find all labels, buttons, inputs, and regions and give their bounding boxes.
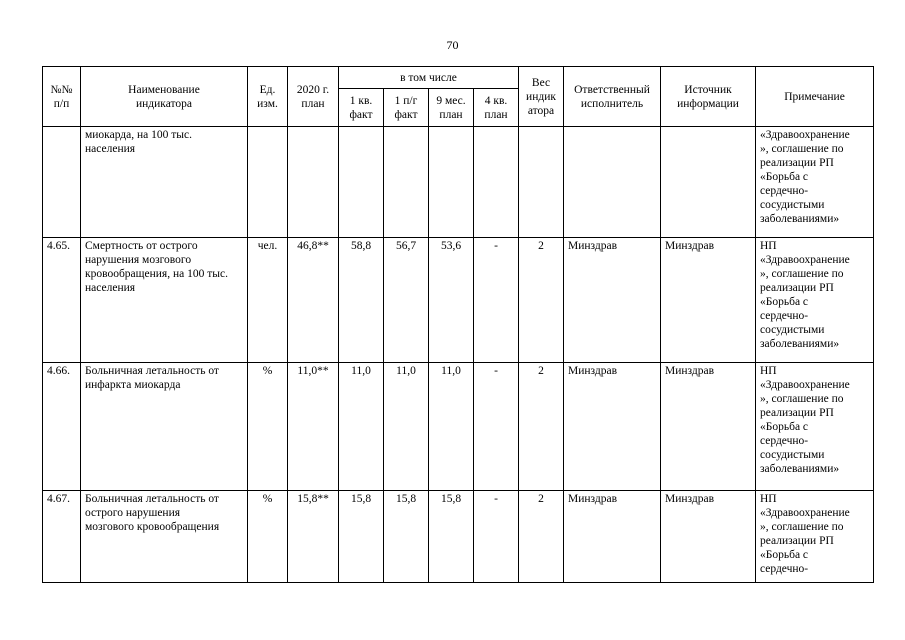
cell-name: Смертность от острого нарушения мозгового кровообращения, на 100 тыс. населения	[81, 238, 248, 363]
header-name: Наименование индикатора	[81, 67, 248, 127]
header-h1-fact: 1 п/г факт	[384, 89, 429, 127]
indicators-table	[42, 66, 874, 583]
cell-num: 4.65.	[43, 238, 81, 363]
cell-plan-2020: 15,8**	[288, 491, 339, 583]
header-num: №№ п/п	[43, 67, 81, 127]
cell-q1-fact	[339, 127, 384, 238]
cell-9m-plan: 15,8	[429, 491, 474, 583]
cell-responsible	[564, 127, 661, 238]
cell-unit: чел.	[248, 238, 288, 363]
cell-source: Минздрав	[661, 363, 756, 491]
cell-q4-plan: -	[474, 491, 519, 583]
cell-h1-fact: 11,0	[384, 363, 429, 491]
table-row	[43, 491, 874, 583]
cell-q1-fact: 11,0	[339, 363, 384, 491]
cell-h1-fact	[384, 127, 429, 238]
header-source: Источник информации	[661, 67, 756, 127]
cell-responsible: Минздрав	[564, 238, 661, 363]
cell-name: Больничная летальность от инфаркта миокарда	[81, 363, 248, 491]
cell-9m-plan: 11,0	[429, 363, 474, 491]
cell-num: 4.67.	[43, 491, 81, 583]
cell-unit: %	[248, 491, 288, 583]
cell-weight: 2	[519, 238, 564, 363]
cell-unit: %	[248, 363, 288, 491]
cell-9m-plan: 53,6	[429, 238, 474, 363]
cell-name: Больничная летальность от острого нарушения мозгового кровообращения	[81, 491, 248, 583]
cell-note: НП «Здравоохранение », соглашение по реализации РП «Борьба с сердечно- сосудистыми заболеваниями»	[756, 238, 874, 363]
cell-source	[661, 127, 756, 238]
header-weight: Вес индик атора	[519, 67, 564, 127]
cell-plan-2020: 11,0**	[288, 363, 339, 491]
cell-q4-plan: -	[474, 363, 519, 491]
table-row	[43, 238, 874, 363]
cell-weight: 2	[519, 491, 564, 583]
cell-weight	[519, 127, 564, 238]
table-row	[43, 363, 874, 491]
cell-note: НП «Здравоохранение », соглашение по реализации РП «Борьба с сердечно-	[756, 491, 874, 583]
cell-num	[43, 127, 81, 238]
cell-q4-plan: -	[474, 238, 519, 363]
cell-9m-plan	[429, 127, 474, 238]
header-plan-2020: 2020 г. план	[288, 67, 339, 127]
table-row	[43, 127, 874, 238]
cell-source: Минздрав	[661, 491, 756, 583]
cell-responsible: Минздрав	[564, 363, 661, 491]
header-q4-plan: 4 кв. план	[474, 89, 519, 127]
cell-q1-fact: 58,8	[339, 238, 384, 363]
cell-q1-fact: 15,8	[339, 491, 384, 583]
cell-h1-fact: 15,8	[384, 491, 429, 583]
cell-plan-2020	[288, 127, 339, 238]
cell-note: «Здравоохранение », соглашение по реализации РП «Борьба с сердечно- сосудистыми заболеваниями»	[756, 127, 874, 238]
page-number: 70	[446, 38, 459, 52]
cell-num: 4.66.	[43, 363, 81, 491]
cell-weight: 2	[519, 363, 564, 491]
cell-plan-2020: 46,8**	[288, 238, 339, 363]
cell-unit	[248, 127, 288, 238]
cell-responsible: Минздрав	[564, 491, 661, 583]
cell-note: НП «Здравоохранение », соглашение по реализации РП «Борьба с сердечно- сосудистыми заболеваниями»	[756, 363, 874, 491]
cell-source: Минздрав	[661, 238, 756, 363]
header-note: Примечание	[756, 67, 874, 127]
cell-name: миокарда, на 100 тыс. населения	[81, 127, 248, 238]
header-9m-plan: 9 мес. план	[429, 89, 474, 127]
header-responsible: Ответственный исполнитель	[564, 67, 661, 127]
header-unit: Ед. изм.	[248, 67, 288, 127]
cell-q4-plan	[474, 127, 519, 238]
header-including: в том числе	[339, 67, 519, 89]
cell-h1-fact: 56,7	[384, 238, 429, 363]
header-q1-fact: 1 кв. факт	[339, 89, 384, 127]
table-header	[43, 67, 874, 127]
